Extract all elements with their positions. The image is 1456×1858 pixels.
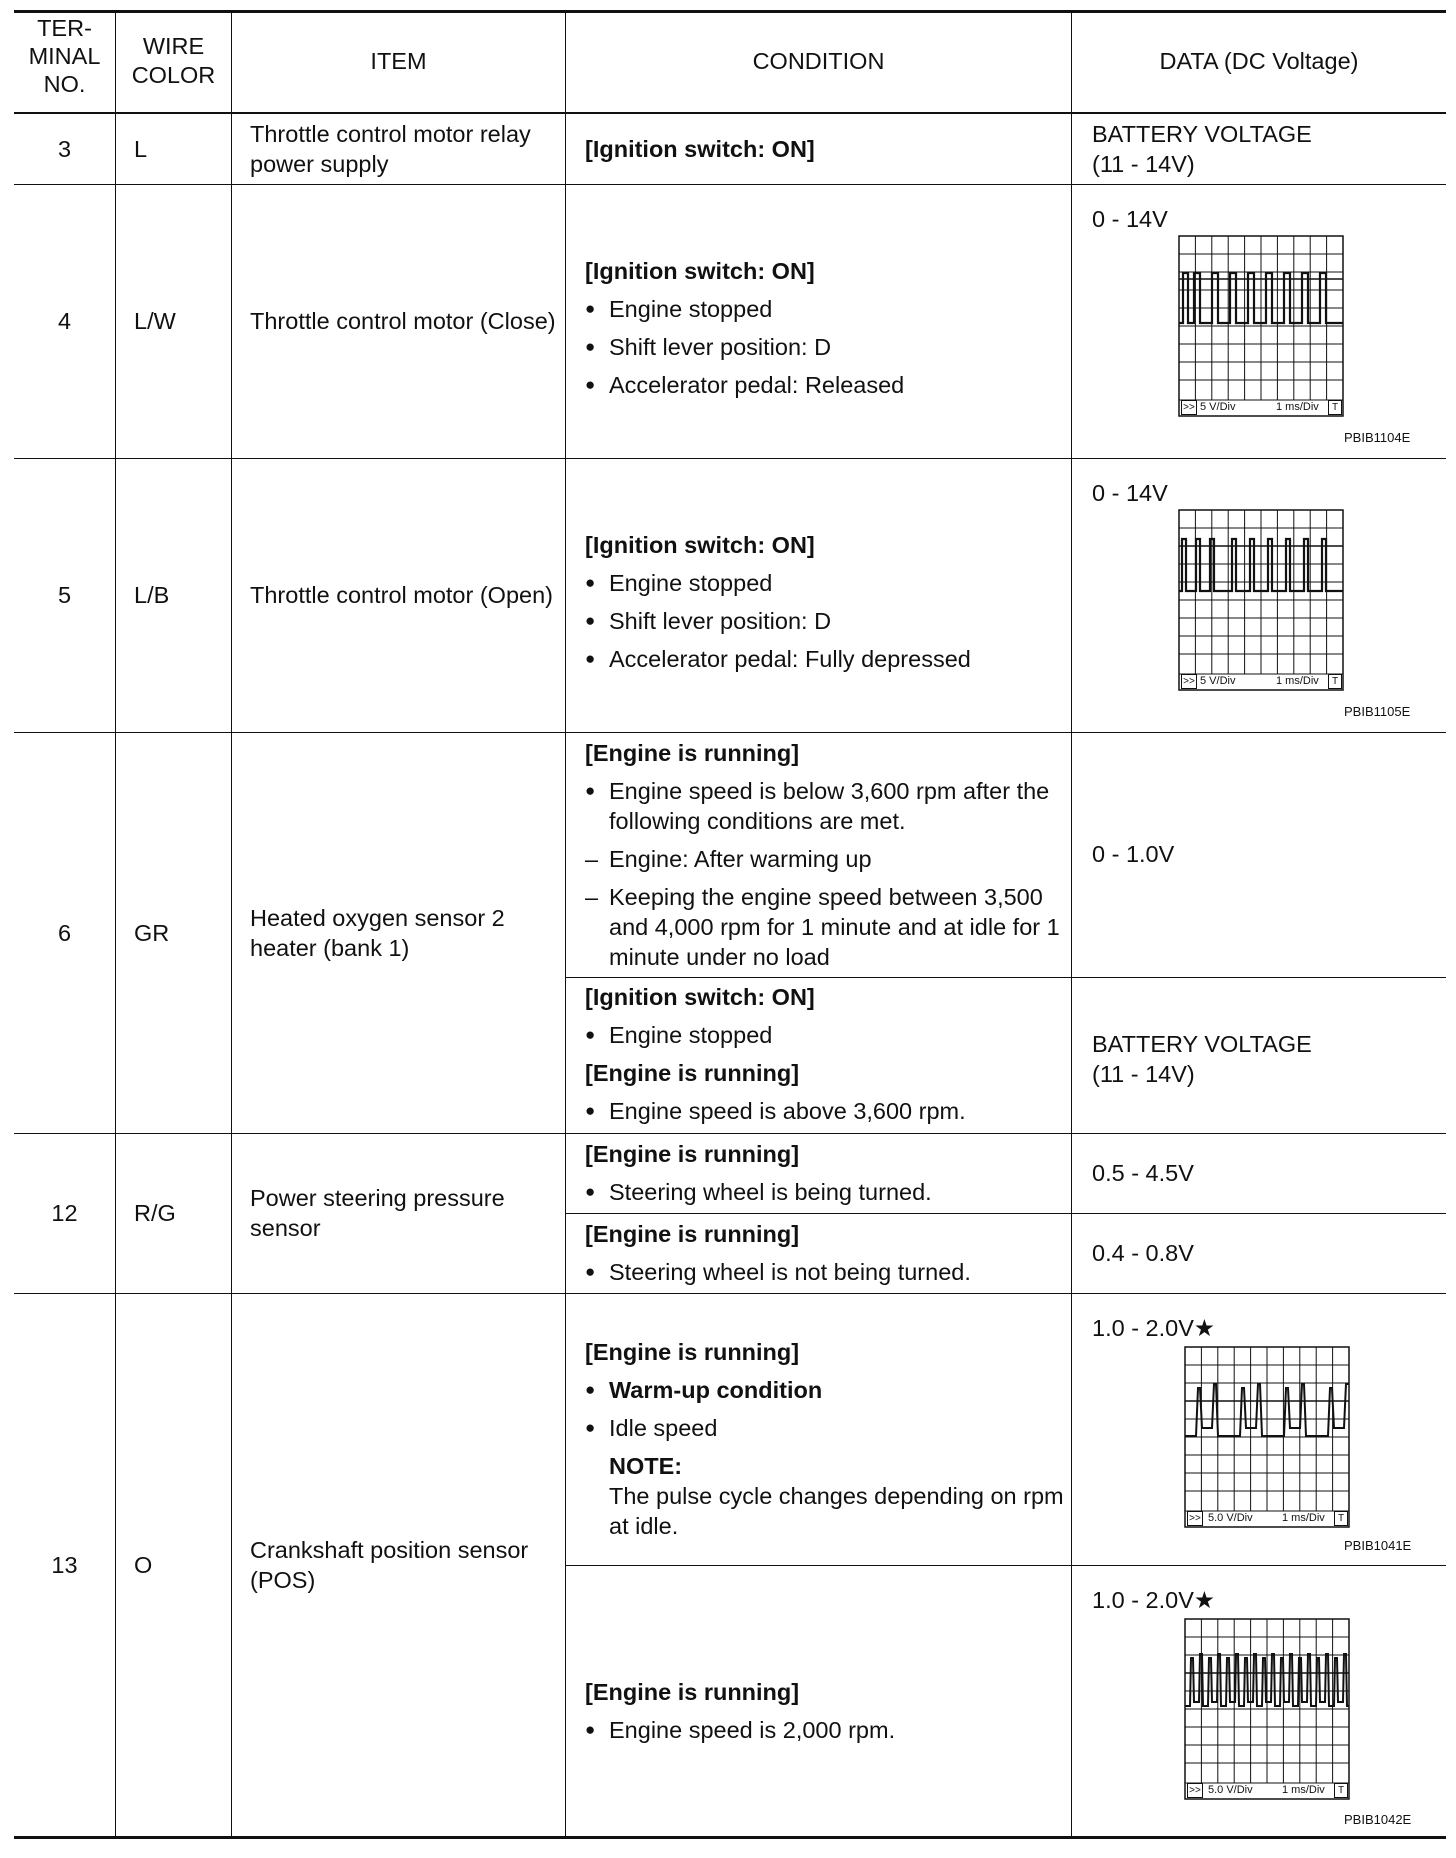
data-value: 0 - 14V — [1092, 206, 1168, 232]
scope-t-icon: T — [1328, 674, 1342, 689]
condition-block: [Engine is running] ● Steering wheel is not being turned. — [585, 1219, 1065, 1287]
row-rule — [14, 184, 1446, 185]
condition-block: [Ignition switch: ON] ● Engine stopped ● Shift lever position: D ● Accelerator pedal: Fully depressed — [585, 526, 1055, 678]
data-value: BATTERY VOLTAGE (11 - 14V) — [1092, 121, 1312, 177]
scope-volt-scale: 5 V/Div — [1200, 675, 1236, 687]
terminal-no: 13 — [51, 1552, 78, 1578]
subrow-rule — [565, 1565, 1446, 1566]
condition-block: [Engine is running] ● Engine speed is below 3,600 rpm after the following conditions are met. – Engine: After warming up – Keeping the engine speed between 3,500 and 4,000 rpm for 1 minute and at idle for 1 minute under no load — [585, 738, 1065, 972]
condition-block: [Ignition switch: ON] ● Engine stopped [Engine is running] ● Engine speed is above 3,600 rpm. — [585, 982, 1065, 1126]
scope-time-scale: 1 ms/Div — [1276, 401, 1319, 413]
subrow-rule — [565, 977, 1446, 978]
condition-block: [Engine is running] ● Warm-up condition ● Idle speed NOTE: The pulse cycle changes depending on rpm at idle. — [585, 1337, 1065, 1541]
scope-time-scale: 1 ms/Div — [1282, 1784, 1325, 1796]
figure-code: PBIB1041E — [1344, 1538, 1412, 1553]
data-value: 1.0 - 2.0V★ — [1092, 1315, 1215, 1341]
row-rule — [14, 732, 1446, 733]
col-rule — [565, 10, 566, 1838]
condition-block: [Engine is running] ● Steering wheel is being turned. — [585, 1139, 1065, 1207]
figure-code: PBIB1105E — [1344, 704, 1411, 719]
item-text: Crankshaft position sensor (POS) — [250, 1537, 529, 1593]
scope-t-icon: T — [1334, 1511, 1348, 1526]
wire-color: R/G — [134, 1200, 176, 1226]
oscilloscope-waveform — [1178, 235, 1346, 421]
condition-block: [Engine is running] ● Engine speed is 2,000 rpm. — [585, 1677, 1065, 1745]
col-rule — [1071, 10, 1072, 1838]
terminal-no: 4 — [57, 308, 72, 334]
data-value: 0 - 14V — [1092, 480, 1168, 506]
terminal-no: 5 — [57, 582, 72, 608]
header-wire-color: WIRE COLOR — [131, 33, 216, 88]
scope-volt-scale: 5.0 V/Div — [1208, 1512, 1253, 1524]
row-rule — [14, 1133, 1446, 1134]
scope-time-scale: 1 ms/Div — [1276, 675, 1319, 687]
scope-trigger-icon: >> — [1181, 674, 1197, 689]
header-terminal: TER- MINAL NO. — [28, 15, 101, 97]
header-rule — [14, 112, 1446, 114]
figure-code: PBIB1042E — [1344, 1812, 1412, 1827]
data-value: 0.4 - 0.8V — [1092, 1240, 1194, 1266]
scope-volt-scale: 5 V/Div — [1200, 401, 1236, 413]
oscilloscope-waveform — [1184, 1346, 1352, 1532]
scope-volt-scale: 5.0 V/Div — [1208, 1784, 1253, 1796]
header-item: ITEM — [370, 48, 427, 74]
row-rule — [14, 1293, 1446, 1294]
wire-color: L — [134, 136, 148, 162]
data-value: 0.5 - 4.5V — [1092, 1160, 1194, 1186]
row-rule — [14, 458, 1446, 459]
item-text: Power steering pressure sensor — [250, 1185, 505, 1241]
scope-trigger-icon: >> — [1187, 1783, 1203, 1798]
condition-block: [Ignition switch: ON] ● Engine stopped ● Shift lever position: D ● Accelerator pedal: Released — [585, 252, 1055, 404]
item-text: Throttle control motor (Open) — [250, 582, 553, 608]
terminal-data-table — [14, 10, 1446, 1848]
wire-color: GR — [134, 920, 170, 946]
table-bottom-border — [14, 1836, 1446, 1839]
oscilloscope-waveform — [1184, 1618, 1352, 1804]
col-rule — [115, 10, 116, 1838]
terminal-no: 6 — [57, 920, 72, 946]
scope-time-scale: 1 ms/Div — [1282, 1512, 1325, 1524]
table-top-border — [14, 10, 1446, 13]
item-text: Throttle control motor relay power supply — [250, 121, 531, 177]
scope-t-icon: T — [1334, 1783, 1348, 1798]
scope-t-icon: T — [1328, 400, 1342, 415]
data-value: 0 - 1.0V — [1092, 841, 1175, 867]
scope-trigger-icon: >> — [1187, 1511, 1203, 1526]
wire-color: L/B — [134, 582, 170, 608]
item-text: Throttle control motor (Close) — [250, 308, 556, 334]
wire-color: L/W — [134, 308, 176, 334]
data-value: BATTERY VOLTAGE (11 - 14V) — [1092, 1031, 1312, 1087]
item-text: Heated oxygen sensor 2 heater (bank 1) — [250, 905, 505, 961]
header-condition: CONDITION — [752, 48, 885, 74]
scope-trigger-icon: >> — [1181, 400, 1197, 415]
col-rule — [231, 10, 232, 1838]
data-value: 1.0 - 2.0V★ — [1092, 1587, 1215, 1613]
header-data: DATA (DC Voltage) — [1159, 48, 1359, 74]
subrow-rule — [565, 1213, 1446, 1214]
figure-code: PBIB1104E — [1344, 430, 1411, 445]
wire-color: O — [134, 1552, 153, 1578]
terminal-no: 3 — [57, 136, 72, 162]
oscilloscope-waveform — [1178, 509, 1346, 695]
condition-heading: [Ignition switch: ON] — [585, 136, 815, 162]
terminal-no: 12 — [51, 1200, 78, 1226]
